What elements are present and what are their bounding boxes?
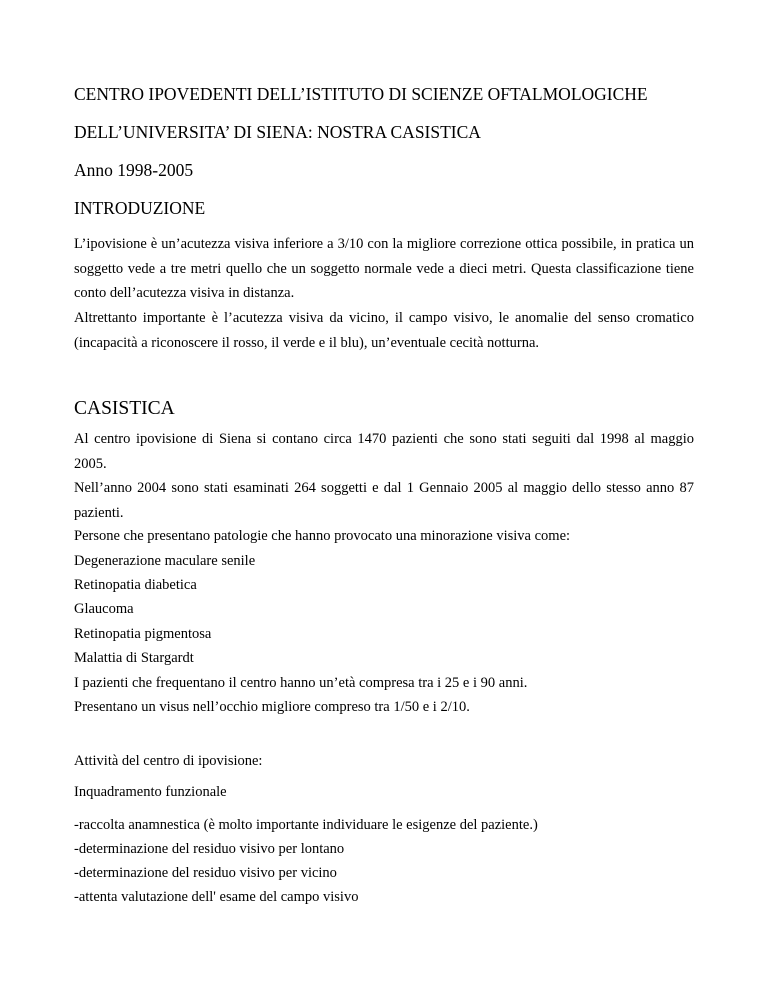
- attivita-item: -raccolta anamnestica (è molto importante individuare le esigenze del paziente.): [74, 817, 538, 833]
- pathology-item: Degenerazione maculare senile: [74, 553, 256, 569]
- introduzione-paragraph-1: L’ipovisione è un’acutezza visiva inferiore a 3/10 con la migliore correzione ottica possibile, in pratica un soggetto vede a tre metri quello che un soggetto normale vede a dieci metri. Questa classificazione tiene conto dell’acutezza visiva in distanza.: [74, 236, 694, 301]
- casistica-heading: CASISTICA: [74, 398, 175, 419]
- introduzione-paragraph-2: Altrettanto importante è l’acutezza visiva da vicino, il campo visivo, le anomalie del senso cromatico (incapacità a riconoscere il rosso, il verde e il blu), un’eventuale cecità notturna.: [74, 310, 694, 351]
- pathology-item: Glaucoma: [74, 601, 134, 617]
- document-title-line1: CENTRO IPOVEDENTI DELL’ISTITUTO DI SCIENZE OFTALMOLOGICHE: [74, 84, 648, 104]
- pathologies-intro: Persone che presentano patologie che hanno provocato una minorazione visiva come:: [74, 528, 571, 544]
- casistica-paragraph-2: Nell’anno 2004 sono stati esaminati 264 soggetti e dal 1 Gennaio 2005 al maggio dello stesso anno 87 pazienti.: [74, 480, 694, 521]
- introduzione-heading: INTRODUZIONE: [74, 198, 206, 218]
- visus-note: Presentano un visus nell’occhio migliore compreso tra 1/50 e i 2/10.: [74, 699, 470, 715]
- document-years: Anno 1998-2005: [74, 160, 194, 180]
- pathology-item: Retinopatia diabetica: [74, 577, 197, 593]
- attivita-item: -determinazione del residuo visivo per vicino: [74, 865, 337, 881]
- pathology-item: Retinopatia pigmentosa: [74, 626, 212, 642]
- casistica-paragraph-1: Al centro ipovisione di Siena si contano circa 1470 pazienti che sono stati seguiti dal 1998 al maggio 2005.: [74, 431, 694, 472]
- attivita-subtitle: Inquadramento funzionale: [74, 784, 227, 800]
- attivita-title: Attività del centro di ipovisione:: [74, 753, 263, 769]
- attivita-item: -attenta valutazione dell' esame del campo visivo: [74, 889, 359, 905]
- age-note: I pazienti che frequentano il centro hanno un’età compresa tra i 25 e i 90 anni.: [74, 675, 528, 691]
- pathology-item: Malattia di Stargardt: [74, 650, 194, 666]
- document-title-line2: DELL’UNIVERSITA’ DI SIENA: NOSTRA CASISTICA: [74, 122, 481, 142]
- attivita-item: -determinazione del residuo visivo per lontano: [74, 841, 345, 857]
